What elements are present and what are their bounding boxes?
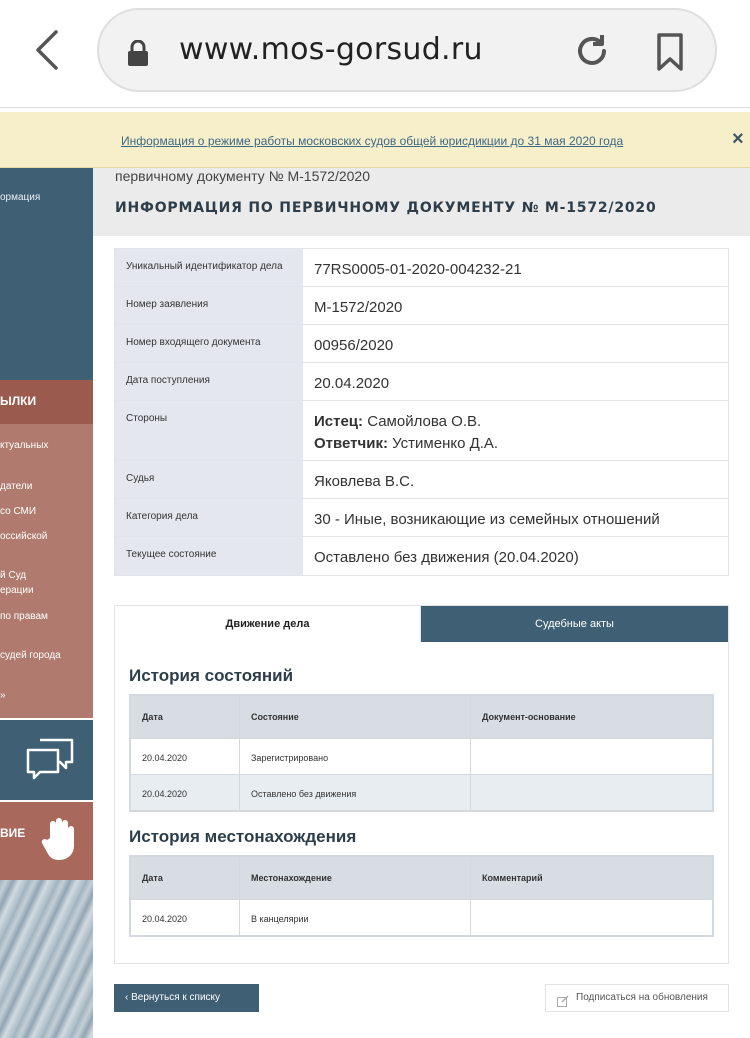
info-value: 00956/2020 [314, 337, 394, 354]
plaintiff-name: Самойлова О.В. [363, 413, 482, 430]
location-table [129, 855, 714, 937]
column-header: Дата [131, 696, 240, 738]
table-row [131, 738, 712, 774]
subscribe-label: Подписаться на обновления [576, 992, 708, 1003]
sidebar-link[interactable]: оссийской [0, 531, 48, 542]
column-header: Дата [131, 857, 240, 899]
section-title-location: История местонахождения [129, 827, 357, 846]
address-bar[interactable] [97, 8, 717, 92]
table-cell: Зарегистрировано [240, 739, 471, 774]
table-cell [471, 739, 712, 774]
case-info-table [114, 248, 729, 576]
plaintiff-role: Истец: [314, 413, 364, 430]
info-label: Дата поступления [115, 363, 303, 400]
tab-court-acts[interactable]: Судебные акты [421, 606, 728, 642]
info-value: Яковлева В.С. [314, 473, 415, 490]
table-cell [471, 775, 712, 810]
info-row [115, 537, 728, 575]
sidebar-item-info[interactable]: ормация [0, 192, 41, 203]
breadcrumb: первичному документу № М-1572/2020 [115, 168, 370, 184]
info-row [115, 249, 728, 287]
column-header: Состояние [240, 696, 471, 738]
sidebar-link[interactable]: по правам [0, 611, 48, 622]
table-cell: 20.04.2020 [131, 900, 240, 935]
sidebar-links [0, 424, 93, 718]
reception-block[interactable] [0, 802, 93, 880]
table-cell: 20.04.2020 [131, 739, 240, 774]
info-value: 30 - Иные, возникающие из семейных отношений [314, 511, 660, 528]
back-to-list-button[interactable]: ‹ Вернуться к списку [114, 984, 259, 1012]
info-row [115, 363, 728, 401]
info-label: Уникальный идентификатор дела [115, 249, 303, 286]
table-cell: 20.04.2020 [131, 775, 240, 810]
chevron-left-icon[interactable] [30, 28, 66, 72]
close-icon[interactable]: × [732, 128, 744, 150]
plaintiff [314, 411, 718, 433]
tabs-panel [114, 605, 729, 964]
notice-banner [0, 112, 750, 168]
sidebar-link[interactable]: ерации [0, 585, 34, 596]
states-table [129, 694, 714, 812]
table-cell: В канцелярии [240, 900, 471, 935]
subscribe-button[interactable] [545, 984, 729, 1012]
browser-bar [0, 0, 750, 108]
info-value: 20.04.2020 [314, 375, 390, 392]
tab-case-movement[interactable]: Движение дела [115, 606, 421, 642]
defendant-role: Ответчик: [314, 435, 388, 452]
notice-link[interactable]: Информация о режиме работы московских судов общей юрисдикции до 31 мая 2020 года [121, 134, 624, 148]
info-value: 77RS0005-01-2020-004232-21 [314, 261, 522, 278]
sidebar-link[interactable]: ктуальных [0, 440, 49, 451]
column-header: Местонахождение [240, 857, 471, 899]
sidebar-links-header: ЫЛКИ [0, 380, 93, 424]
info-row [115, 499, 728, 537]
info-label: Номер заявления [115, 287, 303, 324]
reception-label: ВИЕ [0, 826, 26, 840]
sidebar-link[interactable]: датели [0, 481, 33, 492]
section-title-states: История состояний [129, 666, 294, 685]
hand-icon [40, 816, 78, 862]
table-header-row [131, 857, 712, 899]
column-header: Комментарий [482, 873, 543, 883]
table-row [131, 899, 712, 935]
table-cell: Оставлено без движения [240, 775, 471, 810]
info-label: Категория дела [115, 499, 303, 536]
info-label: Судья [115, 461, 303, 498]
sidebar-link[interactable]: со СМИ [0, 506, 37, 517]
page-title: ИНФОРМАЦИЯ ПО ПЕРВИЧНОМУ ДОКУМЕНТУ № М-1572/2020 [115, 200, 657, 216]
defendant [314, 433, 718, 455]
info-label: Номер входящего документа [115, 325, 303, 362]
info-row-parties [115, 401, 728, 461]
info-row [115, 287, 728, 325]
table-row [131, 774, 712, 810]
lock-icon [127, 40, 149, 66]
reload-icon[interactable] [573, 32, 611, 70]
info-label: Стороны [115, 401, 303, 460]
edit-icon [557, 992, 569, 1004]
info-row [115, 325, 728, 363]
city-photo [0, 880, 93, 1038]
chat-icon[interactable] [26, 736, 76, 782]
bookmark-icon[interactable] [655, 32, 685, 72]
main-content [93, 168, 750, 1038]
page-header [93, 168, 750, 236]
sidebar [0, 108, 93, 1038]
info-row [115, 461, 728, 499]
sidebar-info-block [0, 168, 93, 380]
sidebar-link[interactable]: судей города [0, 650, 61, 661]
info-value: Оставлено без движения (20.04.2020) [314, 549, 579, 566]
sidebar-link[interactable]: » [0, 690, 6, 701]
defendant-name: Устименко Д.А. [387, 435, 499, 452]
chat-block[interactable] [0, 720, 93, 800]
info-label: Текущее состояние [115, 537, 303, 575]
url-text: www.mos-gorsud.ru [179, 32, 483, 67]
column-header: Документ-основание [482, 712, 576, 722]
table-cell [471, 900, 712, 935]
table-header-row [131, 696, 712, 738]
info-value: М-1572/2020 [314, 299, 403, 316]
info-value-parties [303, 401, 728, 460]
sidebar-link[interactable]: й Суд [0, 570, 27, 581]
